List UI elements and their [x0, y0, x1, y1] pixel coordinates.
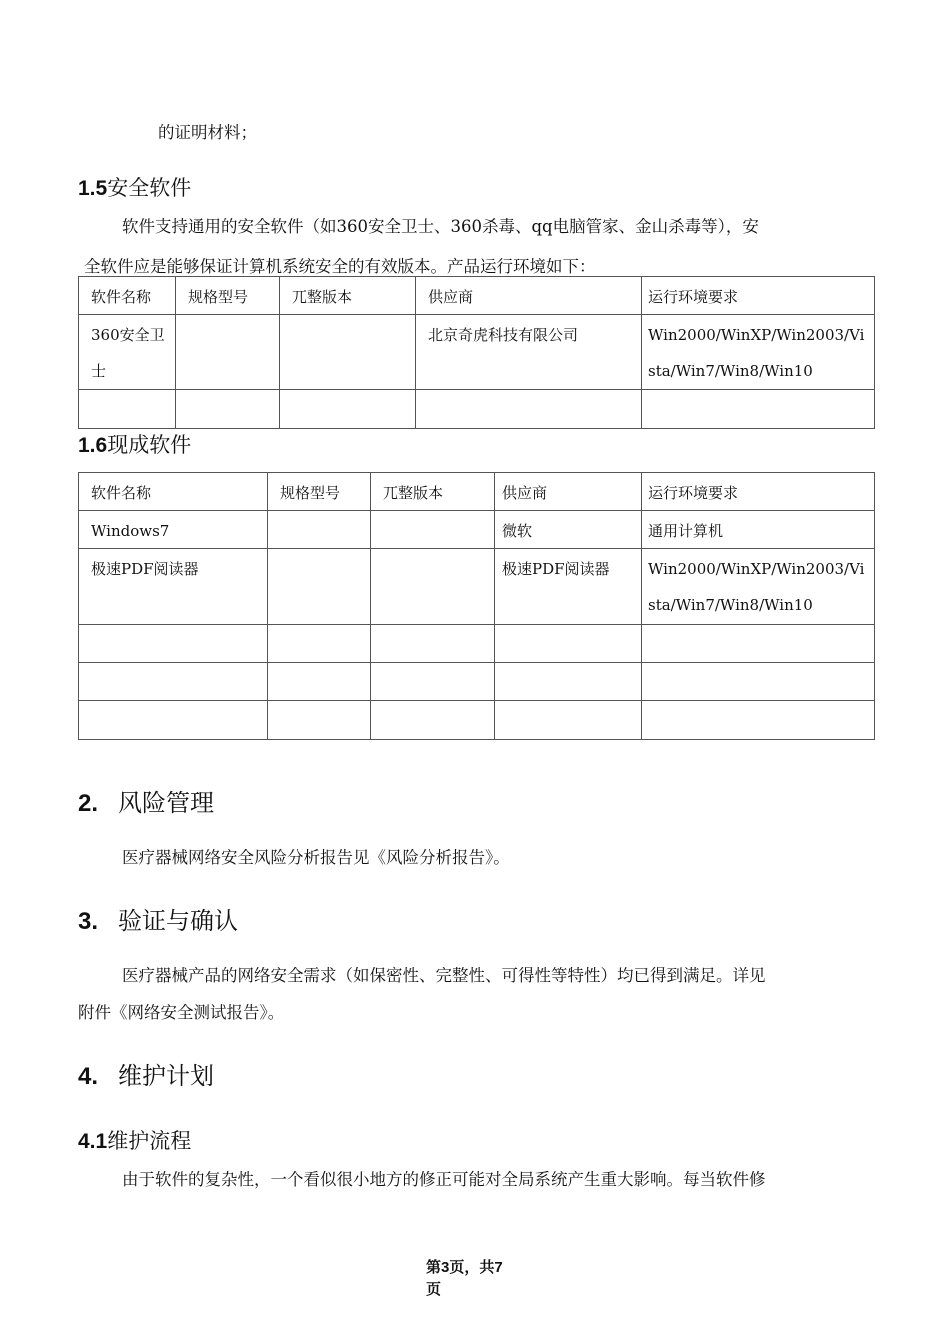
table-header-cell: 兀整版本	[280, 277, 416, 315]
table-cell	[280, 315, 416, 390]
page-number-line1: 第3页，共7	[426, 1259, 503, 1276]
table-cell	[176, 390, 280, 429]
intro-tail-text: 的证明材料；	[158, 123, 257, 142]
section-1-5-para-line2: 全软件应是能够保证计算机系统安全的有效版本。产品运行环境如下：	[84, 257, 596, 276]
table-header-cell: 运行环境要求	[642, 277, 875, 315]
section-4-heading	[78, 1056, 214, 1091]
table-cell: 极速PDF阅读器	[495, 549, 642, 625]
table-cell	[79, 390, 176, 429]
table-cell	[268, 511, 371, 549]
section-title: 维护流程	[107, 1130, 192, 1153]
table-cell: Win2000/WinXP/Win2003/Vista/Win7/Win8/Win10	[642, 549, 875, 625]
table-header-cell: 供应商	[495, 473, 642, 511]
table-cell	[268, 549, 371, 625]
table-cell	[495, 701, 642, 740]
table-cell	[371, 549, 495, 625]
section-1-5-para-line1: 软件支持通用的安全软件（如360安全卫士、360杀毒、qq电脑管家、金山杀毒等），安	[122, 217, 759, 236]
section-number: 4.	[78, 1063, 99, 1090]
table-cell	[79, 625, 268, 663]
section-4-1-para: 由于软件的复杂性，一个看似很小地方的修正可能对全局系统产生重大影响。每当软件修	[122, 1170, 766, 1189]
table-cell	[642, 701, 875, 740]
table-cell: 360安全卫士	[79, 315, 176, 390]
table-cell: Win2000/WinXP/Win2003/Vista/Win7/Win8/Win10	[642, 315, 875, 390]
section-number: 4.1	[78, 1130, 108, 1153]
table-cell	[371, 511, 495, 549]
table-header-cell: 规格型号	[268, 473, 371, 511]
safety-software-table	[78, 276, 875, 429]
table-cell	[495, 663, 642, 701]
section-number: 1.6	[78, 434, 108, 457]
table-cell: 极速PDF阅读器	[79, 549, 268, 625]
table-cell: Windows7	[79, 511, 268, 549]
table-header-cell: 规格型号	[176, 277, 280, 315]
table-header-cell: 软件名称	[79, 277, 176, 315]
table-cell: 微软	[495, 511, 642, 549]
table-header-cell: 运行环境要求	[642, 473, 875, 511]
section-2-heading	[78, 783, 214, 818]
section-number: 3.	[78, 908, 99, 935]
table-cell	[176, 315, 280, 390]
table-cell: 通用计算机	[642, 511, 875, 549]
table-row	[79, 701, 875, 740]
table-header-cell: 软件名称	[79, 473, 268, 511]
section-1-5-heading	[78, 172, 191, 202]
page-footer	[426, 1257, 503, 1301]
section-number: 1.5	[78, 177, 108, 200]
table-cell	[79, 663, 268, 701]
section-title: 维护计划	[118, 1063, 214, 1090]
table-header-cell: 供应商	[416, 277, 642, 315]
table-cell	[642, 663, 875, 701]
table-cell	[268, 701, 371, 740]
table-cell	[268, 625, 371, 663]
section-2-para: 医疗器械网络安全风险分析报告见《风险分析报告》。	[122, 848, 510, 867]
table-cell	[79, 701, 268, 740]
table-cell	[642, 625, 875, 663]
table-row	[79, 315, 875, 390]
section-title: 现成软件	[107, 434, 192, 457]
cots-software-table	[78, 472, 875, 740]
table-cell	[280, 390, 416, 429]
section-1-6-heading	[78, 429, 191, 459]
table-row	[79, 511, 875, 549]
section-3-para-line1: 医疗器械产品的网络安全需求（如保密性、完整性、可得性等特性）均已得到满足。详见	[122, 966, 766, 985]
page-number-line2: 页	[426, 1281, 442, 1298]
section-3-heading	[78, 901, 238, 936]
table-cell	[416, 390, 642, 429]
section-4-1-heading	[78, 1125, 191, 1155]
table-row	[79, 663, 875, 701]
section-number: 2.	[78, 790, 99, 817]
section-3-para-line2: 附件《网络安全测试报告》。	[78, 1003, 285, 1022]
table-cell: 北京奇虎科技有限公司	[416, 315, 642, 390]
table-header-cell: 兀整版本	[371, 473, 495, 511]
table-row	[79, 390, 875, 429]
section-title: 风险管理	[118, 790, 214, 817]
table-cell	[371, 701, 495, 740]
table-row	[79, 625, 875, 663]
table-cell	[371, 625, 495, 663]
table-header-row	[79, 473, 875, 511]
section-title: 验证与确认	[118, 908, 238, 935]
table-cell	[495, 625, 642, 663]
section-title: 安全软件	[107, 177, 192, 200]
table-cell	[268, 663, 371, 701]
table-row	[79, 549, 875, 625]
table-header-row	[79, 277, 875, 315]
table-cell	[371, 663, 495, 701]
table-cell	[642, 390, 875, 429]
